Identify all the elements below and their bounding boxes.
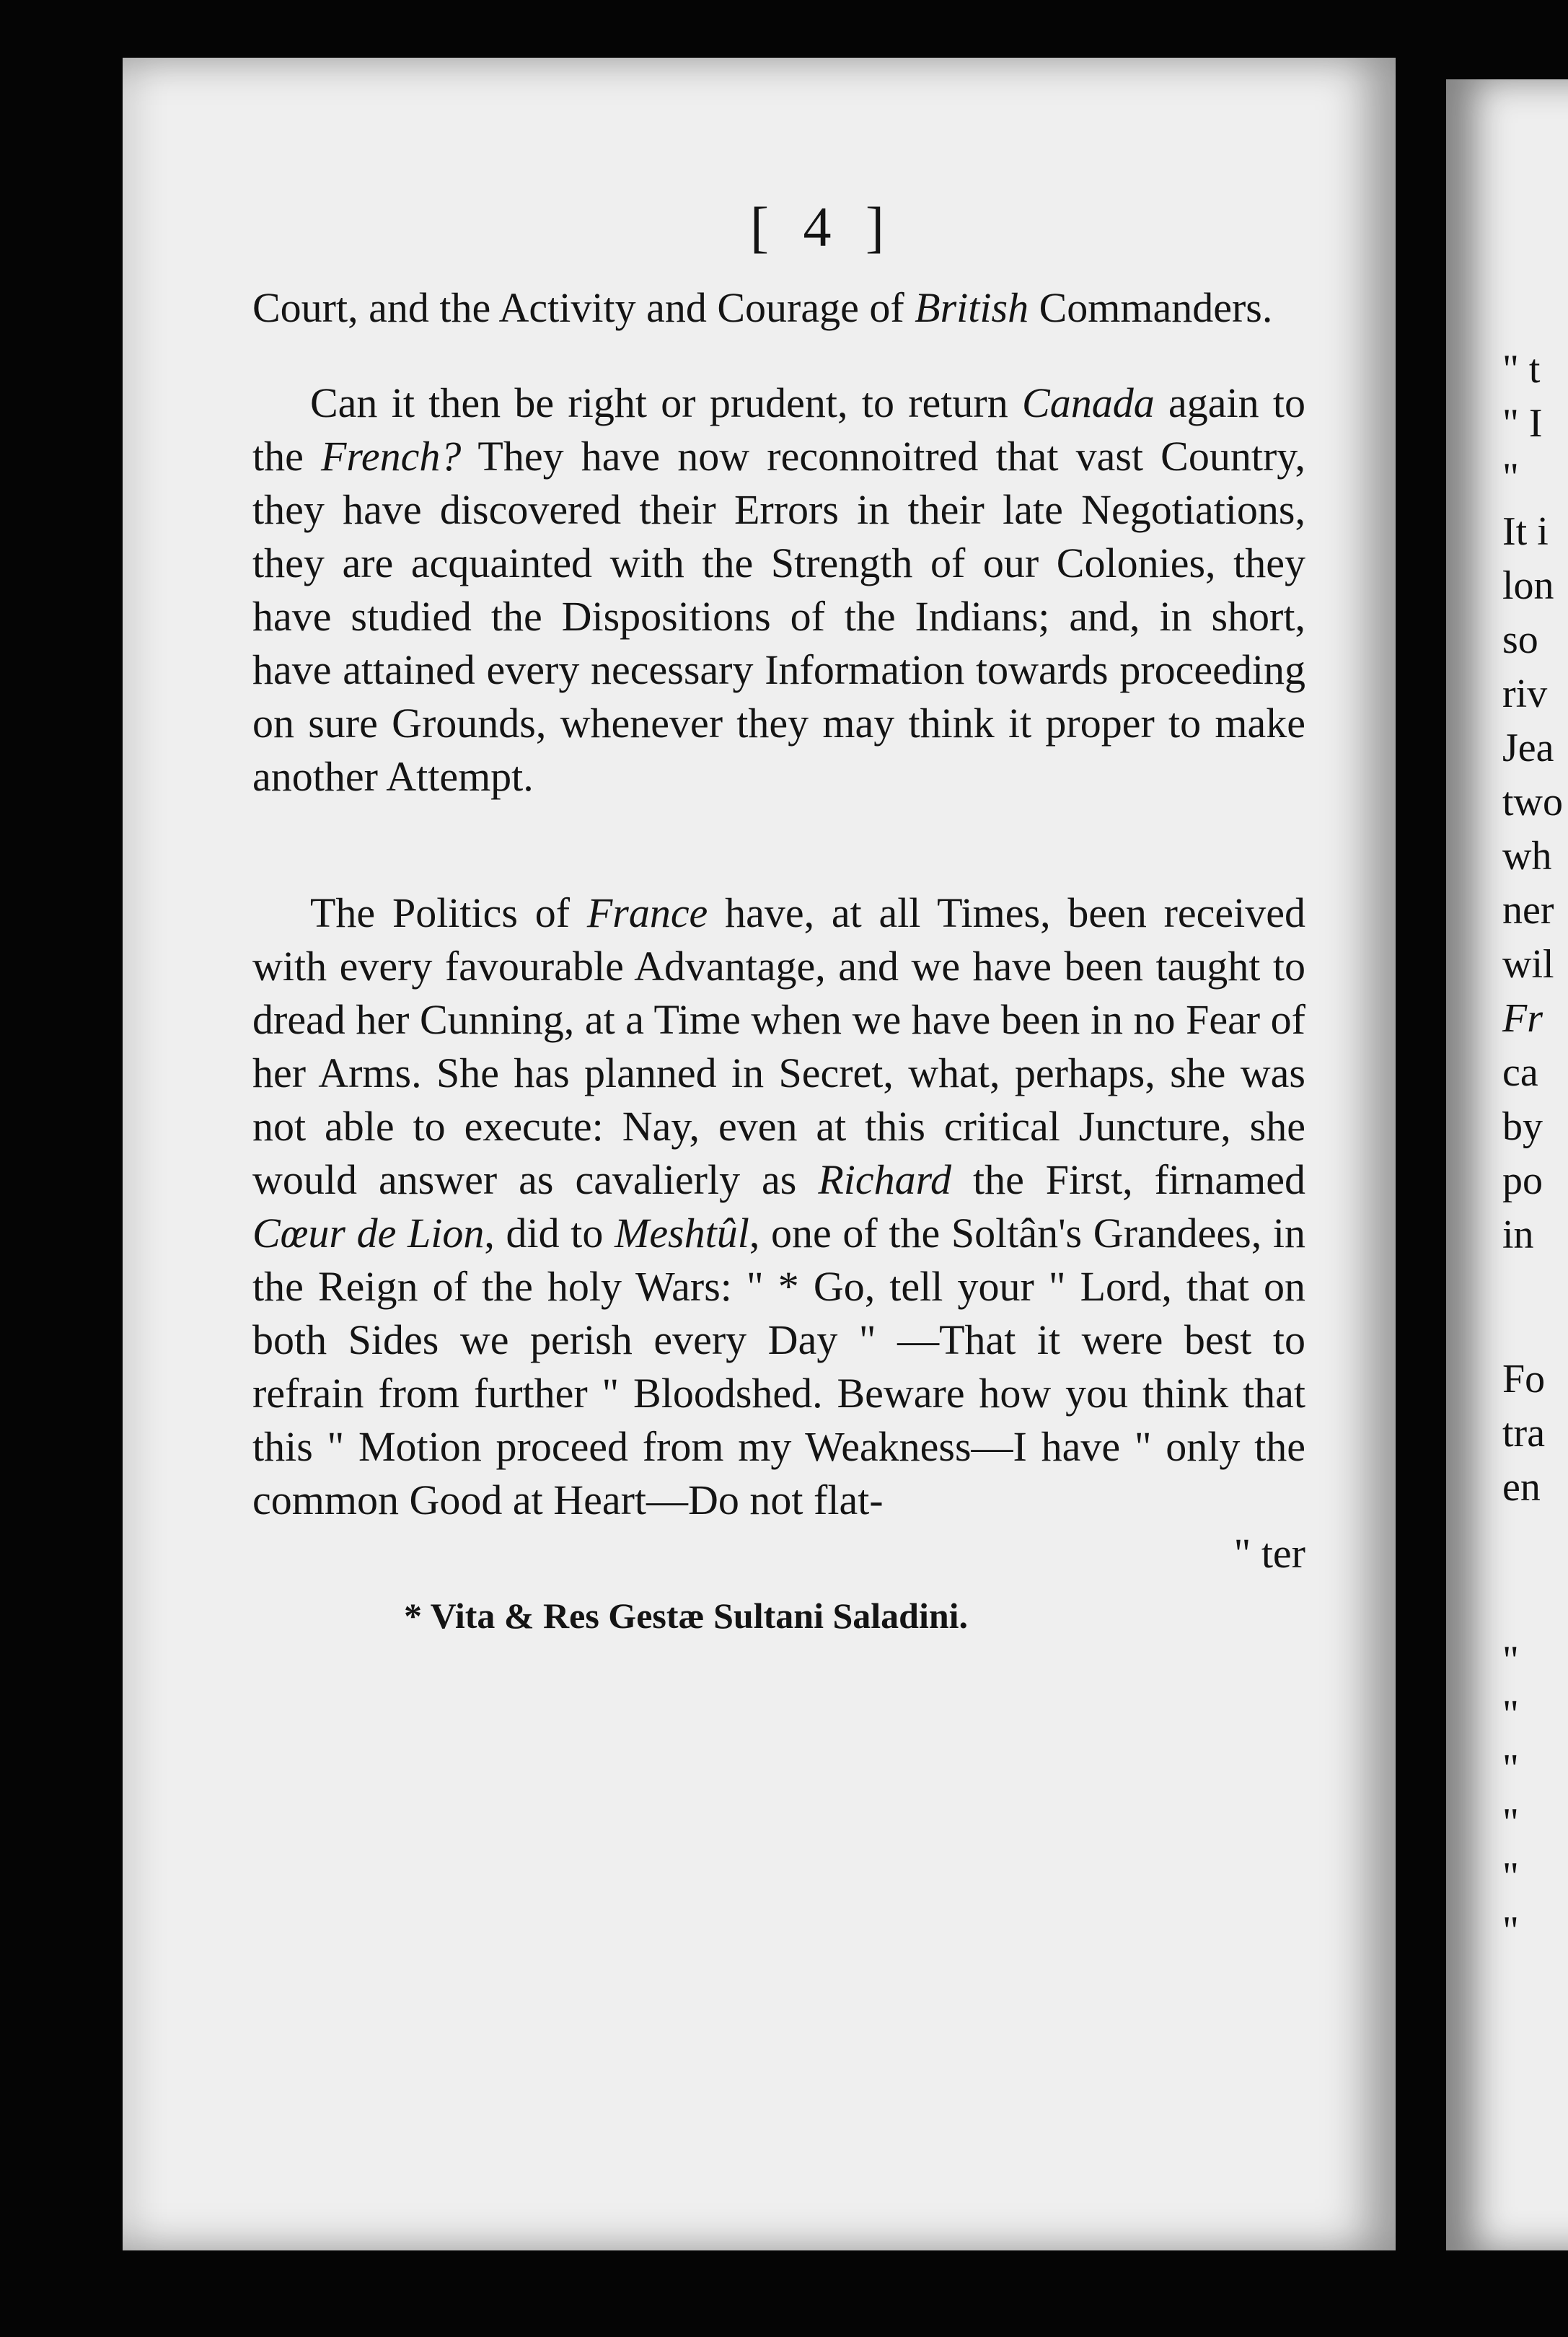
facing-fragment: tra <box>1502 1411 1546 1456</box>
facing-fragment: so <box>1502 617 1538 662</box>
text-run: the First, firnamed <box>951 1156 1305 1203</box>
facing-fragment: " <box>1502 1692 1519 1737</box>
facing-fragment: " <box>1502 1638 1519 1683</box>
paragraph-1 <box>252 281 1305 335</box>
catchword: " ter <box>1233 1530 1305 1577</box>
facing-fragment: by <box>1502 1104 1543 1149</box>
facing-fragment: " <box>1502 1800 1519 1845</box>
facing-fragment: Fr <box>1502 996 1543 1041</box>
italic-run: French? <box>320 433 462 480</box>
paragraph-2 <box>252 377 1305 804</box>
facing-fragment: " t <box>1502 347 1541 392</box>
text-run: Commanders. <box>1029 284 1273 331</box>
facing-fragment: en <box>1502 1465 1541 1510</box>
facing-fragment: " I <box>1502 401 1543 446</box>
italic-run: France <box>586 889 708 936</box>
facing-fragment: in <box>1502 1212 1534 1257</box>
facing-fragment: wh <box>1502 834 1552 879</box>
text-run: Court, and the Activity and Courage of <box>252 284 915 331</box>
facing-page-edge <box>1446 79 1568 2250</box>
italic-run: Richard <box>818 1156 952 1203</box>
facing-fragment: riv <box>1502 672 1548 716</box>
italic-run: Canada <box>1022 379 1155 426</box>
text-run: , did to <box>484 1210 615 1256</box>
facing-fragment: " <box>1502 1854 1519 1899</box>
footnote: * Vita & Res Gestæ Sultani Saladini. <box>404 1596 969 1636</box>
italic-run: Meshtûl <box>615 1210 749 1256</box>
facing-fragment: It i <box>1502 509 1549 554</box>
facing-fragment: wil <box>1502 942 1554 987</box>
facing-fragment: ner <box>1502 888 1554 933</box>
facing-fragment: ca <box>1502 1050 1538 1095</box>
page-number: [ 4 ] <box>750 195 894 258</box>
paragraph-3 <box>252 886 1305 1527</box>
facing-fragment: lon <box>1502 563 1554 608</box>
text-run: The Politics of <box>310 889 587 936</box>
facing-fragment: " <box>1502 1746 1519 1791</box>
italic-run: Cœur de Lion <box>252 1210 485 1256</box>
facing-fragment: " <box>1502 455 1519 500</box>
text-run: Can it then be right or prudent, to return <box>310 379 1023 426</box>
facing-fragment: two <box>1502 780 1563 824</box>
facing-fragment: po <box>1502 1158 1543 1203</box>
italic-run: British <box>915 284 1029 331</box>
page-text <box>252 173 1305 1637</box>
text-run: , one of the Soltân's Grandees, in the Reign of the holy Wars: " * Go, tell your " Lord, that on both Sides we perish every Day " —That it were best to refrain from further " Bloodshed. Beware how you think that this " Motion proceed from my Weakness—I have " only the common Good at Heart—Do not flat- <box>252 1210 1305 1523</box>
text-run: again to the <box>252 379 1306 480</box>
text-run: have, at all Times, been received with every favourable Advantage, and we have been taught to dread her Cunning, at a Time when we have been in no Fear of her Arms. She has planned in Secret, what, perhaps, she was not able to execute: Nay, even at this critical Juncture, she would answer as cavalierly as <box>252 889 1305 1203</box>
facing-fragment: " <box>1502 1909 1519 1953</box>
facing-fragment: Jea <box>1502 726 1554 770</box>
facing-fragment: Fo <box>1502 1357 1546 1401</box>
text-run: They have now reconnoitred that vast Country, they have discovered their Errors in their late Negotiations, they are acquainted with the Strength of our Colonies, they have studied the Dispositions of the Indians; and, in short, have attained every necessary Information towards proceeding on sure Grounds, whenever they may think it proper to make another Attempt. <box>252 433 1305 800</box>
